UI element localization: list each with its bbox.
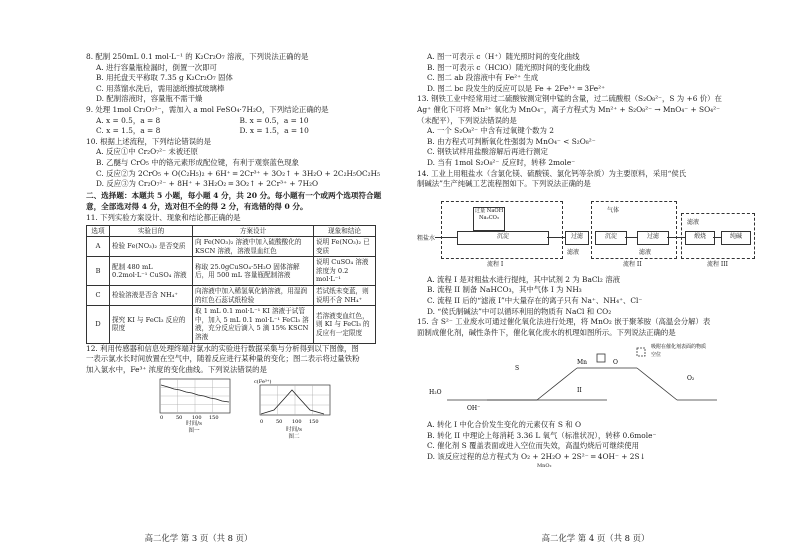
plot-2-tick: 0 bbox=[260, 419, 264, 426]
flow-arrow bbox=[625, 237, 637, 238]
page-4-footer: 高二化学 第 4 页（共 8 页） bbox=[541, 533, 650, 543]
flow-filtrate-label-3: 滤液 bbox=[687, 218, 700, 226]
q15-option-d: D. 该反应过程的总方程式为 O₂ + 2H₂O + 2S²⁻ ═ 4OH⁻ + 2S↓ bbox=[427, 452, 646, 462]
mech-legend-2: 空位 bbox=[651, 352, 662, 359]
flow-arrow bbox=[435, 237, 457, 238]
q8-option-d: D. 配制溶液时，容量瓶不需干燥 bbox=[96, 94, 203, 104]
q11-header-purpose: 实验目的 bbox=[110, 225, 193, 237]
q10-stem: 10. 根据上述流程，下列结论错误的是 bbox=[86, 136, 211, 146]
q14-line2: 制碱法”生产纯碱工艺流程图如下。下列说法正确的是 bbox=[417, 179, 591, 189]
q11-cell: A bbox=[87, 237, 110, 257]
plot-2-xlabel: 时间/s bbox=[286, 427, 302, 434]
plot-1-grid bbox=[160, 379, 230, 413]
table-row bbox=[87, 286, 376, 306]
q9-option-c: C. x = 1.5，a = 8 bbox=[96, 126, 161, 136]
q8-option-b: B. 用托盘天平称取 7.35 g K₂Cr₂O₇ 固体 bbox=[96, 73, 233, 83]
q14-option-c: C. 流程 II 后的“滤液 I”中大量存在的离子只有 Na⁺、NH₄⁺、Cl⁻ bbox=[427, 295, 643, 305]
plot-2-tick: 50 bbox=[276, 419, 283, 426]
q14-option-b: B. 流程 II 制备 NaHCO₃，其中气体 I 为 NH₃ bbox=[427, 285, 582, 295]
q11-table bbox=[86, 225, 376, 344]
q11-cell: 向溶液中加入稀氢氧化钠溶液，用湿润的红色石蕊试纸检验 bbox=[193, 286, 314, 306]
q11-cell: 取 1 mL 0.1 mol·L⁻¹ KI 溶液于试管中，加入 5 mL 0.1 mol·L⁻¹ FeCl₃ 溶液，充分反应后滴入 5 滴 15% KSCN 溶液 bbox=[193, 306, 314, 343]
mech-label-mn: Mn bbox=[577, 359, 588, 367]
flow-step-filter1: 过滤 bbox=[565, 231, 589, 245]
q11-cell: 检验溶液是否含 NH₄⁺ bbox=[110, 286, 193, 306]
mech-label-o2: O₂ bbox=[687, 375, 695, 383]
table-row bbox=[87, 237, 376, 257]
q11-cell: C bbox=[87, 286, 110, 306]
mechanism-svg bbox=[427, 340, 727, 418]
q12-plots bbox=[154, 377, 383, 441]
q14-option-d: D. “侯氏制碱法”中可以循环利用的物质有 NaCl 和 CO₂ bbox=[427, 306, 612, 316]
q11-cell: 称取 25.0gCuSO₄·5H₂O 固体溶解后，用 500 mL 容量瓶配制溶液 bbox=[193, 257, 314, 286]
plot-2-curve bbox=[261, 390, 324, 414]
mech-label-h2o: H₂O bbox=[429, 389, 442, 397]
q11-table-header bbox=[87, 225, 376, 237]
flow-filtrate-label-1: 滤液 bbox=[567, 248, 580, 256]
q13-line3: （未配平），下列说法错误的是 bbox=[417, 115, 517, 125]
plot-2-svg bbox=[254, 377, 334, 427]
flow-process1-label: 流程 I bbox=[487, 260, 504, 268]
q13-option-c: C. 钢铁试样用盐酸溶解后再进行测定 bbox=[427, 147, 548, 157]
q15-option-b: B. 转化 II 中理论上每消耗 3.36 L 氧气（标准状况），转移 0.6mole⁻ bbox=[427, 430, 657, 440]
flow-gas-label: 气体 bbox=[607, 206, 620, 214]
q11-cell: 检验 Fe(NO₃)₂ 是否变质 bbox=[110, 237, 193, 257]
q8-stem: 8. 配制 250mL 0.1 mol·L⁻¹ 的 K₂Cr₂O₇ 溶液，下列说法正确的是 bbox=[86, 52, 309, 61]
flow-raw-label: 粗盐水 bbox=[417, 234, 436, 242]
flow-step-precipitate1: 沉淀 bbox=[457, 231, 549, 245]
q14-line1: 14. 工业上用粗盐水（含氯化镁、硫酸镁、氯化钙等杂质）为主要原料，采用“侯氏 bbox=[417, 168, 687, 178]
q11-cell: 配制 480 mL 0.2mol·L⁻¹ CuSO₄ 溶液 bbox=[110, 257, 193, 286]
q12-option-d: D. 图二 bc 段发生的反应可以是 Fe + 2Fe³⁺ ═ 3Fe²⁺ bbox=[427, 83, 606, 93]
plot-1-tick: 150 bbox=[209, 415, 219, 422]
section2-heading-line2: 意，全部选对得 4 分，选对但不全的得 2 分，有选错的得 0 分。 bbox=[86, 202, 308, 212]
mech-legend-1: 吸附在催化剂表面的物质 bbox=[651, 344, 707, 351]
q11-header-design: 方案设计 bbox=[193, 225, 314, 237]
q15-line1: 15. 含 S²⁻ 工业废水可通过催化氧化法进行处理，将 MnO₂ 嵌于聚苯胺（高温会分解）表 bbox=[417, 317, 711, 327]
q11-cell: 探究 KI 与 FeCl₃ 反应的限度 bbox=[110, 306, 193, 343]
q11-header-result: 现象和结论 bbox=[314, 225, 376, 237]
q11-cell: D bbox=[87, 306, 110, 343]
mech-label-o: O bbox=[613, 359, 618, 367]
q11-cell: 说明 CuSO₄ 溶液浓度为 0.2 mol·L⁻¹ bbox=[314, 257, 376, 286]
plot-2-caption: 图二 bbox=[288, 434, 300, 441]
q11-cell: 向 Fe(NO₃)₂ 溶液中加入硫酸酸化的 KSCN 溶液，溶液显血红色 bbox=[193, 237, 314, 257]
flow-reagent-box: 过量 NaOH Na₂CO₃ bbox=[473, 207, 505, 231]
table-row bbox=[87, 257, 376, 286]
q8-option-c: C. 用蒸馏水洗后，需用滤纸擦拭玻璃棒 bbox=[96, 83, 225, 93]
page-4 bbox=[397, 0, 794, 558]
q12-line3: 加入氯水中，Fe³⁺ 浓度的变化曲线。下列说法错误的是 bbox=[86, 364, 267, 374]
flow-arrow bbox=[547, 237, 565, 238]
q12-option-a: A. 图一可表示 c（H⁺）随光照时间的变化曲线 bbox=[427, 52, 580, 61]
flow-arrow bbox=[713, 237, 721, 238]
flow-process3-label: 流程 III bbox=[707, 260, 729, 268]
q13-option-d: D. 当有 1mol S₂O₈²⁻ 反应时，转移 2mole⁻ bbox=[427, 157, 576, 167]
mech-label-oh: OH⁻ bbox=[467, 405, 481, 413]
plot-figure-2 bbox=[254, 377, 334, 441]
flow-step-soda: 纯碱 bbox=[721, 231, 751, 245]
flow-process2-box bbox=[591, 201, 677, 259]
q14-flowchart bbox=[417, 193, 755, 273]
q15-option-c: C. 催化剂 S 覆盖表面或进入空位而失效，高温灼烧后可继续使用 bbox=[427, 441, 640, 451]
q11-header-option: 选项 bbox=[87, 225, 110, 237]
plot-1-tick: 50 bbox=[176, 415, 183, 422]
q15-option-a: A. 转化 I 中化合价发生变化的元素仅有 S 和 O bbox=[427, 420, 582, 430]
q12-line1: 12. 利用传感器和信息处理终端对氯水的实验进行数据采集与分析得到以下图像，图 bbox=[86, 343, 359, 353]
q9-option-a: A. x = 0.5，a = 8 bbox=[96, 115, 161, 125]
plot-1-tick: 100 bbox=[192, 415, 202, 422]
q13-option-a: A. 一个 S₂O₈²⁻ 中含有过氧键个数为 2 bbox=[427, 126, 554, 136]
q12-line2: 一表示氯水长时间放置在空气中，随着反应进行某种量的变化；图二表示将过量铁粉 bbox=[86, 354, 360, 364]
plot-1-caption: 图一 bbox=[188, 428, 200, 435]
flow-step-calcine: 煅烧 bbox=[685, 231, 715, 245]
plot-1-svg bbox=[154, 377, 234, 421]
mechanism-lines bbox=[447, 348, 717, 400]
q15-line2: 面制成催化剂，碱性条件下，催化氧化废水的机理如图所示。下列说法正确的是 bbox=[417, 327, 676, 337]
flow-arrow bbox=[667, 237, 685, 238]
q10-option-c: C. 反应②为 2CrO₅ + O(C₂H₅)₂ + 6H⁺ ═ 2Cr³⁺ + 3O₂↑ + 3H₂O + 2C₂H₅OC₂H₅ bbox=[96, 168, 381, 178]
table-row bbox=[87, 306, 376, 343]
plot-2-grid bbox=[260, 385, 330, 415]
q15-catalyst-label: MnO₂ bbox=[537, 462, 552, 469]
plot-2-tick: 150 bbox=[309, 419, 319, 426]
q8-option-a: A. 进行容量瓶检漏时，倒置一次即可 bbox=[96, 62, 217, 72]
q11-stem: 11. 下列实验方案设计、现象和结论都正确的是 bbox=[86, 212, 241, 222]
plot-figure-1 bbox=[154, 377, 234, 441]
mech-label-ii: II bbox=[577, 387, 582, 395]
q9-stem: 9. 处理 1mol Cr₂O₇²⁻，需加入 a mol FeSO₄·7H₂O，下列结论正确的是 bbox=[86, 104, 329, 114]
mech-label-s: S bbox=[515, 365, 520, 373]
q11-cell: 说明 Fe(NO₃)₂ 已变质 bbox=[314, 237, 376, 257]
q13-option-b: B. 由方程式可判断氧化性强弱为 MnO₄⁻ < S₂O₈²⁻ bbox=[427, 136, 596, 146]
q10-option-d: D. 反应③为 Cr₂O₇²⁻ + 8H⁺ + 3H₂O₂ ═ 3O₂↑ + 2Cr³⁺ + 7H₂O bbox=[96, 179, 319, 189]
q14-option-a: A. 流程 I 是对粗盐水进行提纯，其中试剂 2 为 BaCl₂ 溶液 bbox=[427, 274, 620, 284]
q11-cell: 若试纸未变蓝，则说明不含 NH₄⁺ bbox=[314, 286, 376, 306]
flow-step-filter2: 过滤 bbox=[637, 231, 669, 245]
q9-option-b: B. x = 0.5，a = 10 bbox=[239, 115, 309, 125]
q13-line1: 13. 钢铁工业中经常用过二硫酸铵测定钢中锰的含量，过二硫酸根（S₂O₈²⁻，S 为 +6 价）在 bbox=[417, 94, 722, 104]
plot-1-tick: 0 bbox=[160, 415, 164, 422]
plot-1-xlabel: 时间/s bbox=[186, 421, 202, 428]
q10-option-b: B. 乙醚与 CrO₅ 中的铬元素形成配位键，有利于观察蓝色现象 bbox=[96, 157, 300, 167]
q11-cell: 若溶液变血红色，则 KI 与 FeCl₃ 的反应有一定限度 bbox=[314, 306, 376, 343]
q12-option-c: C. 图二 ab 段溶液中有 Fe²⁺ 生成 bbox=[427, 73, 539, 83]
plot-2-tick: 100 bbox=[292, 419, 302, 426]
q9-options-row2 bbox=[86, 126, 383, 137]
flow-process2-label: 流程 II bbox=[623, 260, 642, 268]
q13-line2: Ag⁺ 催化下可将 Mn²⁺ 氧化为 MnO₄⁻，离子方程式为 Mn²⁺ + S₂O₈²⁻ → MnO₄⁻ + SO₄²⁻ bbox=[417, 104, 720, 114]
page-3-footer: 高二化学 第 3 页（共 8 页） bbox=[144, 533, 253, 543]
flow-step-precipitate2: 沉淀 bbox=[595, 231, 627, 245]
q9-options-row1 bbox=[86, 116, 383, 127]
section2-heading-line1: 二、选择题：本题共 5 小题，每小题 4 分，共 20 分。每小题有一个或两个选项符合题 bbox=[86, 190, 382, 200]
q12-option-b: B. 图一可表示 c（HClO）随光照时间的变化曲线 bbox=[427, 62, 590, 72]
q11-cell: B bbox=[87, 257, 110, 286]
plot-2-ylabel: c(Fe³⁺) bbox=[254, 379, 272, 386]
q9-option-d: D. x = 1.5，a = 10 bbox=[239, 126, 309, 136]
q15-mechanism-diagram bbox=[427, 340, 727, 418]
flow-filtrate-label-2: 滤液 bbox=[639, 248, 652, 256]
q10-option-a: A. 反应①中 Cr₂O₇²⁻ 未被还原 bbox=[96, 147, 198, 157]
